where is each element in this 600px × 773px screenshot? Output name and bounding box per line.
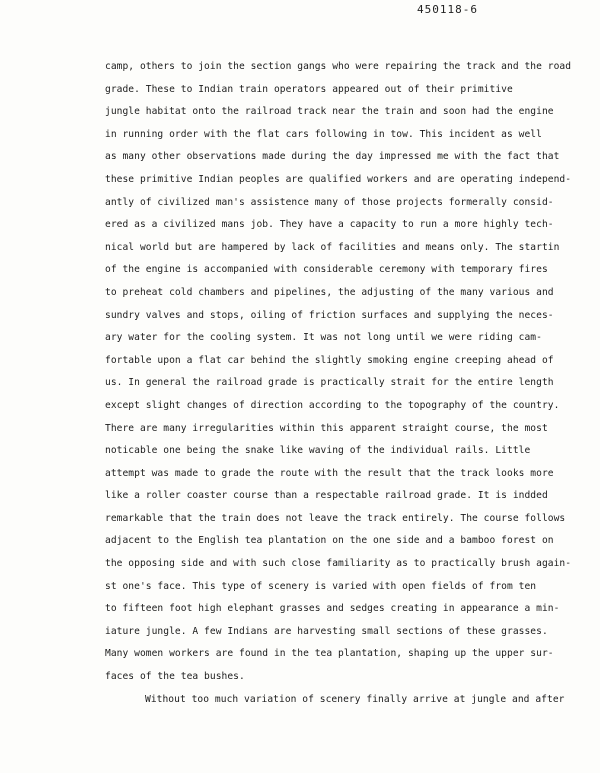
text-line: antly of civilized man's assistence many of those projects formerally consid-: [105, 196, 554, 208]
document-number: 450118-6: [417, 3, 478, 16]
text-line: iature jungle. A few Indians are harvesting small sections of these grasses.: [105, 625, 548, 637]
text-line: faces of the tea bushes.: [105, 671, 245, 683]
text-line: remarkable that the train does not leave the track entirely. The course follows: [105, 512, 566, 524]
text-line: attempt was made to grade the route with the result that the track looks more: [105, 467, 554, 479]
text-line: jungle habitat onto the railroad track near the train and soon had the engine: [105, 106, 554, 118]
text-line: except slight changes of direction according to the topography of the country.: [105, 399, 560, 411]
text-line: as many other observations made during the day impressed me with the fact that: [105, 151, 560, 163]
text-line: to preheat cold chambers and pipelines, the adjusting of the many various and: [105, 286, 554, 298]
text-line: these primitive Indian peoples are qualified workers and are operating independ-: [105, 173, 572, 185]
text-line: fortable upon a flat car behind the slightly smoking engine creeping ahead of: [105, 354, 554, 366]
text-line: st one's face. This type of scenery is varied with open fields of from ten: [105, 580, 537, 592]
text-line: Without too much variation of scenery finally arrive at jungle and after: [145, 693, 565, 705]
text-line: noticable one being the snake like waving of the individual rails. Little: [105, 445, 531, 457]
text-line: us. In general the railroad grade is practically strait for the entire length: [105, 377, 554, 389]
typewritten-body: [105, 56, 585, 711]
text-line: ary water for the cooling system. It was not long until we were riding cam-: [105, 332, 542, 344]
text-line: There are many irregularities within this apparent straight course, the most: [105, 422, 548, 434]
text-line: Many women workers are found in the tea plantation, shaping up the upper sur-: [105, 648, 554, 660]
text-line: like a roller coaster course than a respectable railroad grade. It is indded: [105, 490, 548, 502]
text-line: sundry valves and stops, oiling of friction surfaces and supplying the neces-: [105, 309, 554, 321]
text-line: in running order with the flat cars following in tow. This incident as well: [105, 128, 542, 140]
text-line: adjacent to the English tea plantation on the one side and a bamboo forest on: [105, 535, 554, 547]
text-line: nical world but are hampered by lack of facilities and means only. The startin: [105, 241, 560, 253]
text-line: camp, others to join the section gangs who were repairing the track and the road: [105, 61, 572, 72]
text-line: grade. These to Indian train operators appeared out of their primitive: [105, 83, 513, 95]
text-line: of the engine is accompanied with considerable ceremony with temporary fires: [105, 264, 548, 276]
text-line: ered as a civilized mans job. They have a capacity to run a more highly tech-: [105, 219, 554, 231]
text-line: to fifteen foot high elephant grasses and sedges creating in appearance a min-: [105, 603, 560, 615]
text-line: the opposing side and with such close familiarity as to practically brush again-: [105, 558, 572, 570]
